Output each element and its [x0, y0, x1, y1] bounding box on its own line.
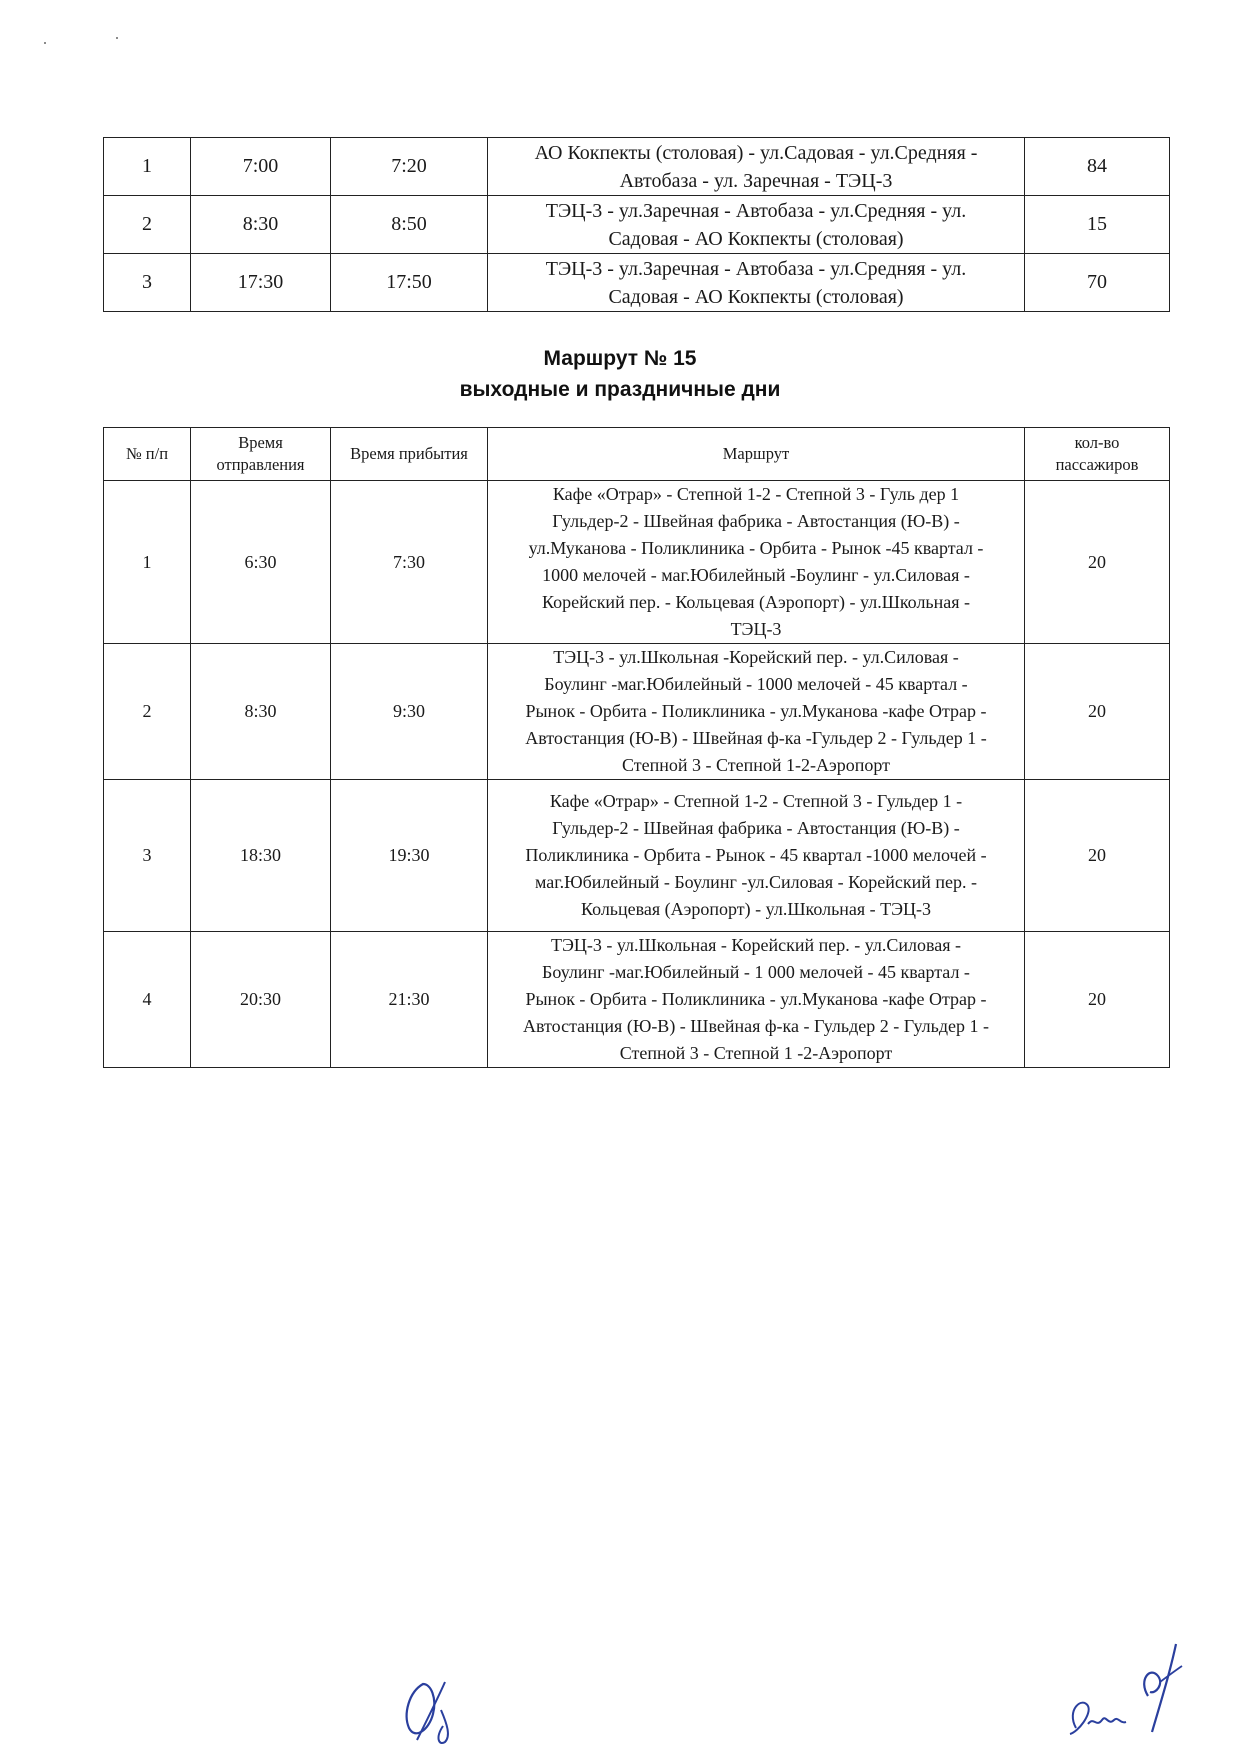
- header-passengers: [1025, 428, 1170, 481]
- passenger-count: 20: [1025, 644, 1170, 780]
- passenger-count: 20: [1025, 481, 1170, 644]
- header-number: № п/п: [104, 428, 191, 481]
- table-row: [104, 644, 1170, 780]
- schedule-table-weekend: [103, 427, 1170, 1068]
- route-line: Корейский пер. - Кольцевая (Аэропорт) - ул.Школьная -: [541, 592, 971, 612]
- table-row: [104, 932, 1170, 1068]
- route-description: [488, 138, 1025, 196]
- table-row: [104, 780, 1170, 932]
- route-line: Садовая - АО Кокпекты (столовая): [608, 285, 904, 308]
- passenger-count: 20: [1025, 780, 1170, 932]
- header-passengers-line: кол-во: [1074, 433, 1120, 452]
- arrival-time: 7:30: [331, 481, 488, 644]
- route-line: Садовая - АО Кокпекты (столовая): [608, 227, 904, 250]
- arrival-time: 21:30: [331, 932, 488, 1068]
- route-description: [488, 644, 1025, 780]
- passenger-count: 20: [1025, 932, 1170, 1068]
- header-arrival: Время прибытия: [331, 428, 488, 481]
- departure-time: 8:30: [191, 644, 331, 780]
- route-line: Автостанция (Ю-В) - Швейная ф-ка -Гульдер 2 - Гульдер 1 -: [525, 728, 987, 748]
- header-row: [104, 428, 1170, 481]
- route-description: [488, 932, 1025, 1068]
- route-line: Боулинг -маг.Юбилейный - 1 000 мелочей - 45 квартал -: [542, 962, 970, 982]
- route-line: ТЭЦ-3 - ул.Заречная - Автобаза - ул.Средняя - ул.: [545, 199, 967, 222]
- signature-right: [1058, 1636, 1208, 1746]
- route-line: Кафе «Отрар» - Степной 1-2 - Степной 3 - Гульдер 1 -: [549, 791, 963, 811]
- route-line: маг.Юбилейный - Боулинг -ул.Силовая - Корейский пер. -: [534, 872, 978, 892]
- route-line: 1000 мелочей - маг.Юбилейный -Боулинг - ул.Силовая -: [542, 565, 970, 585]
- departure-time: 17:30: [191, 254, 331, 312]
- header-departure-line: отправления: [216, 455, 305, 474]
- row-number: 2: [104, 644, 191, 780]
- route-subtitle: выходные и праздничные дни: [459, 378, 781, 401]
- route-line: Кольцевая (Аэропорт) - ул.Школьная - ТЭЦ-3: [580, 899, 932, 919]
- header-passengers-line: пассажиров: [1055, 455, 1139, 474]
- departure-time: 8:30: [191, 196, 331, 254]
- schedule-table-top: [103, 137, 1170, 312]
- route-line: Гульдер-2 - Швейная фабрика - Автостанция (Ю-В) -: [552, 511, 960, 531]
- route-line: Автостанция (Ю-В) - Швейная ф-ка - Гульдер 2 - Гульдер 1 -: [522, 1016, 990, 1036]
- route-line: ул.Муканова - Поликлиника - Орбита - Рынок -45 квартал -: [528, 538, 984, 558]
- passenger-count: 15: [1025, 196, 1170, 254]
- route-line: Степной 3 - Степной 1-2-Аэропорт: [621, 755, 890, 775]
- table-row: [104, 196, 1170, 254]
- arrival-time: 17:50: [331, 254, 488, 312]
- route-line: Кафе «Отрар» - Степной 1-2 - Степной 3 - Гуль дер 1: [552, 484, 960, 504]
- table-row: [104, 254, 1170, 312]
- route-line: ТЭЦ-3 - ул.Заречная - Автобаза - ул.Средняя - ул.: [545, 257, 967, 280]
- route-line: ТЭЦ-3: [730, 619, 782, 639]
- route-description: [488, 481, 1025, 644]
- row-number: 3: [104, 254, 191, 312]
- route-line: Степной 3 - Степной 1 -2-Аэропорт: [619, 1043, 893, 1063]
- row-number: 1: [104, 138, 191, 196]
- departure-time: 20:30: [191, 932, 331, 1068]
- route-line: ТЭЦ-3 - ул.Школьная -Корейский пер. - ул.Силовая -: [553, 647, 959, 667]
- route-line: Рынок - Орбита - Поликлиника - ул.Муканова -кафе Отрар -: [525, 989, 987, 1009]
- arrival-time: 19:30: [331, 780, 488, 932]
- route-line: АО Кокпекты (столовая) - ул.Садовая - ул.Средняя -: [534, 141, 978, 164]
- route-line: Боулинг -маг.Юбилейный - 1000 мелочей - 45 квартал -: [544, 674, 968, 694]
- route-title: Маршрут № 15: [543, 347, 697, 370]
- passenger-count: 70: [1025, 254, 1170, 312]
- arrival-time: 7:20: [331, 138, 488, 196]
- passenger-count: 84: [1025, 138, 1170, 196]
- departure-time: 7:00: [191, 138, 331, 196]
- scan-speck: [44, 42, 46, 44]
- route-description: [488, 780, 1025, 932]
- departure-time: 18:30: [191, 780, 331, 932]
- route-line: ТЭЦ-3 - ул.Школьная - Корейский пер. - ул.Силовая -: [550, 935, 962, 955]
- route-line: Поликлиника - Орбита - Рынок - 45 квартал -1000 мелочей -: [525, 845, 987, 865]
- row-number: 2: [104, 196, 191, 254]
- row-number: 3: [104, 780, 191, 932]
- arrival-time: 8:50: [331, 196, 488, 254]
- row-number: 1: [104, 481, 191, 644]
- header-route: Маршрут: [488, 428, 1025, 481]
- header-departure-line: Время: [238, 433, 283, 452]
- route-line: Рынок - Орбита - Поликлиника - ул.Муканова -кафе Отрар -: [525, 701, 987, 721]
- route-line: Гульдер-2 - Швейная фабрика - Автостанция (Ю-В) -: [552, 818, 960, 838]
- table-row: [104, 138, 1170, 196]
- row-number: 4: [104, 932, 191, 1068]
- scan-speck: [116, 37, 118, 39]
- route-line: Автобаза - ул. Заречная - ТЭЦ-3: [619, 169, 893, 192]
- route-description: [488, 196, 1025, 254]
- route-description: [488, 254, 1025, 312]
- header-departure: [191, 428, 331, 481]
- departure-time: 6:30: [191, 481, 331, 644]
- table-row: [104, 481, 1170, 644]
- signature-left: [395, 1670, 475, 1750]
- arrival-time: 9:30: [331, 644, 488, 780]
